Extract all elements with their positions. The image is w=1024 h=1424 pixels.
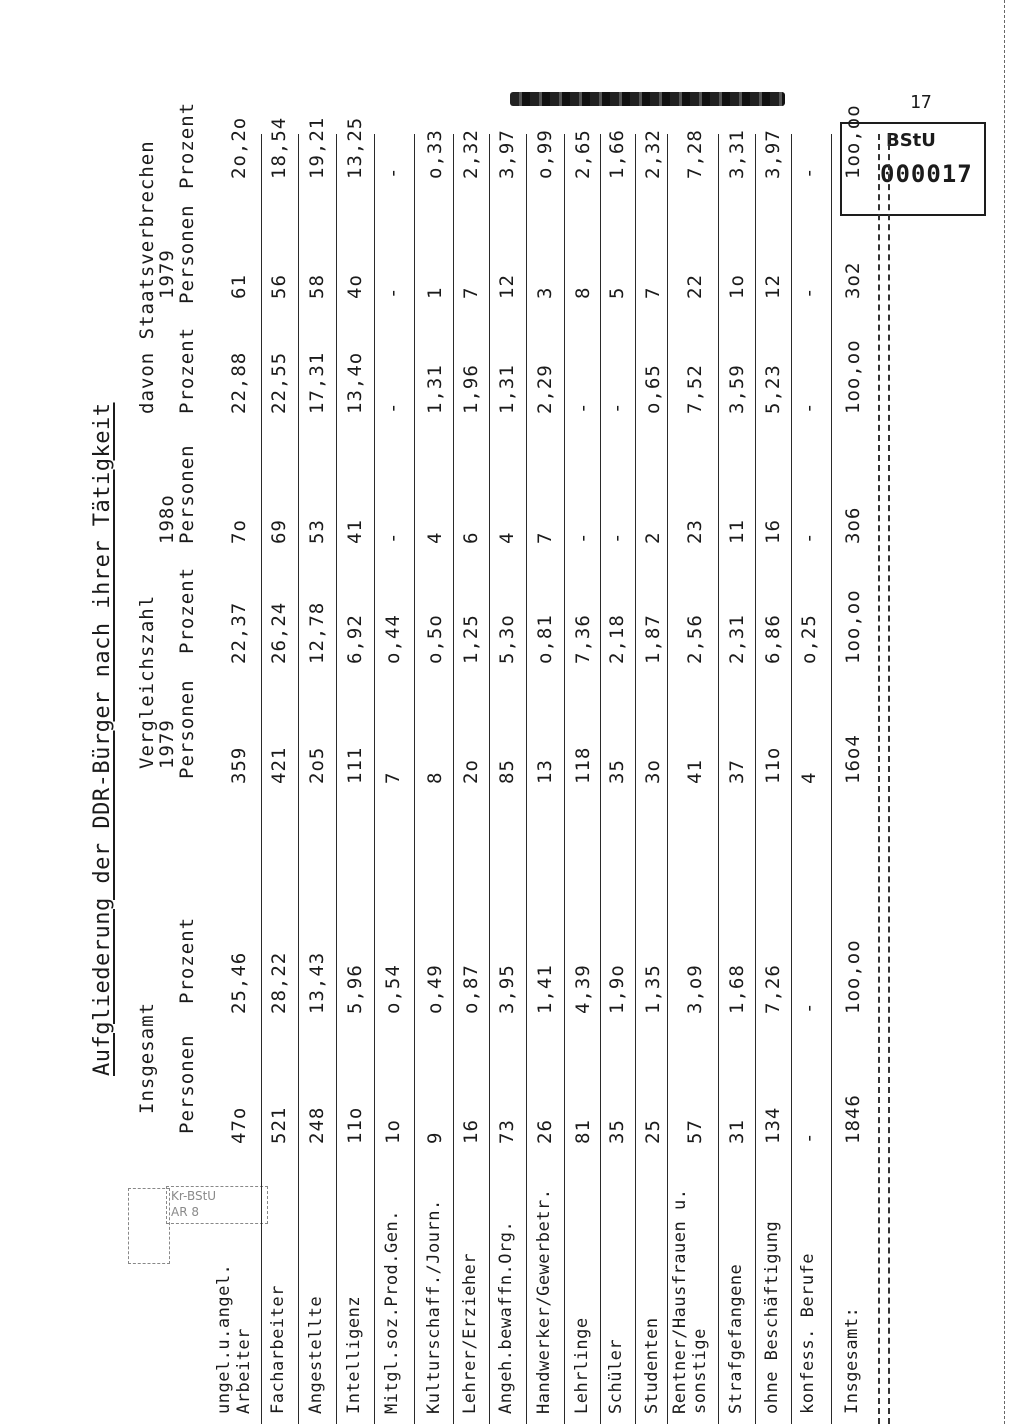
table-cell: 25 bbox=[642, 1119, 664, 1144]
table-cell: 35 bbox=[606, 1119, 628, 1144]
table-cell: 3,97 bbox=[762, 129, 784, 179]
table-cell: o,54 bbox=[382, 964, 404, 1014]
table-cell: 9 bbox=[424, 1131, 446, 1144]
table-cell: 22 bbox=[684, 274, 706, 299]
page-number: 17 bbox=[910, 92, 932, 113]
table-cell: 22,88 bbox=[228, 351, 250, 414]
header-vergleich-personen: Personen bbox=[176, 679, 198, 779]
header-davon-year-1979: 1979 bbox=[156, 249, 178, 299]
table-cell: 1846 bbox=[842, 1094, 864, 1144]
table-cell: 1,68 bbox=[726, 964, 748, 1014]
stamp-agency: BStU bbox=[886, 130, 936, 151]
row-divider bbox=[600, 134, 601, 1424]
header-davon-1979-personen: Personen bbox=[176, 204, 198, 304]
row-label: Angeh.bewaffn.Org. bbox=[496, 1220, 516, 1414]
table-cell: 1 bbox=[424, 286, 446, 299]
table-cell: 3,o9 bbox=[684, 964, 706, 1014]
table-cell: 22,55 bbox=[268, 351, 290, 414]
table-cell: 3,31 bbox=[726, 129, 748, 179]
table-cell: 4 bbox=[798, 771, 820, 784]
row-label: Lehrlinge bbox=[572, 1317, 592, 1414]
row-label: Facharbeiter bbox=[268, 1285, 288, 1414]
table-cell: - bbox=[798, 286, 820, 299]
table-cell: - bbox=[798, 1131, 820, 1144]
header-insgesamt-prozent: Prozent bbox=[176, 916, 198, 1004]
row-divider bbox=[791, 134, 792, 1424]
row-divider bbox=[718, 134, 719, 1424]
table-cell: o,49 bbox=[424, 964, 446, 1014]
table-cell: 6,92 bbox=[344, 614, 366, 664]
table-cell: 2o bbox=[460, 759, 482, 784]
table-cell: 1,25 bbox=[460, 614, 482, 664]
table-cell: 4 bbox=[496, 531, 518, 544]
table-cell: 1o bbox=[726, 274, 748, 299]
table-cell: 1,66 bbox=[606, 129, 628, 179]
table-cell: 13,4o bbox=[344, 351, 366, 414]
table-cell: 69 bbox=[268, 519, 290, 544]
row-divider bbox=[635, 134, 636, 1424]
table-cell: 1oo,oo bbox=[842, 339, 864, 414]
table-cell: 22,37 bbox=[228, 601, 250, 664]
table-cell: 35 bbox=[606, 759, 628, 784]
table-cell: - bbox=[606, 401, 628, 414]
table-cell: 6 bbox=[460, 531, 482, 544]
table-cell: 2,65 bbox=[572, 129, 594, 179]
table-cell: 7,28 bbox=[684, 129, 706, 179]
table-cell: 1oo,oo bbox=[842, 589, 864, 664]
dashed-rule-2 bbox=[888, 134, 890, 1424]
table-cell: 7,26 bbox=[762, 964, 784, 1014]
row-label: Studenten bbox=[642, 1317, 662, 1414]
table-cell: 248 bbox=[306, 1106, 328, 1144]
row-divider bbox=[755, 134, 756, 1424]
table-cell: 47o bbox=[228, 1106, 250, 1144]
row-label: Lehrer/Erzieher bbox=[460, 1252, 480, 1414]
table-cell: 3 bbox=[534, 286, 556, 299]
table-cell: 4,39 bbox=[572, 964, 594, 1014]
table-cell: 3,59 bbox=[726, 364, 748, 414]
table-cell: 2,31 bbox=[726, 614, 748, 664]
table-cell: 12 bbox=[762, 274, 784, 299]
row-divider bbox=[261, 134, 262, 1424]
table-cell: o,44 bbox=[382, 614, 404, 664]
header-vergleich-year: 1979 bbox=[156, 719, 178, 769]
row-label: Kulturschaff./Journ. bbox=[424, 1199, 444, 1414]
table-cell: 5 bbox=[606, 286, 628, 299]
row-divider bbox=[336, 134, 337, 1424]
row-label: ungel.u.angel. bbox=[214, 1263, 234, 1414]
table-cell: 17,31 bbox=[306, 351, 328, 414]
table-cell: o,81 bbox=[534, 614, 556, 664]
table-cell: 37 bbox=[726, 759, 748, 784]
header-insgesamt-personen: Personen bbox=[176, 1034, 198, 1134]
table-cell: 85 bbox=[496, 759, 518, 784]
table-cell: 1o bbox=[382, 1119, 404, 1144]
table-cell: - bbox=[382, 286, 404, 299]
row-label: Insgesamt: bbox=[842, 1306, 862, 1414]
table-cell: 11 bbox=[726, 519, 748, 544]
table-cell: 2,18 bbox=[606, 614, 628, 664]
table-cell: 8 bbox=[424, 771, 446, 784]
row-label: konfess. Berufe bbox=[798, 1252, 818, 1414]
table-cell: o,33 bbox=[424, 129, 446, 179]
table-cell: - bbox=[798, 166, 820, 179]
table-cell: o,65 bbox=[642, 364, 664, 414]
table-cell: 61 bbox=[228, 274, 250, 299]
header-davon-1980-prozent: Prozent bbox=[176, 326, 198, 414]
table-cell: 118 bbox=[572, 746, 594, 784]
row-label-continued: sonstige bbox=[690, 1328, 710, 1414]
table-cell: 12,78 bbox=[306, 601, 328, 664]
table-cell: 13,43 bbox=[306, 951, 328, 1014]
table-cell: 7,52 bbox=[684, 364, 706, 414]
table-cell: - bbox=[572, 401, 594, 414]
table-cell: 16 bbox=[762, 519, 784, 544]
table-cell: 1,35 bbox=[642, 964, 664, 1014]
header-davon-1979-prozent: Prozent bbox=[176, 101, 198, 189]
table-cell: 4o bbox=[344, 274, 366, 299]
table-cell: 5,3o bbox=[496, 614, 518, 664]
table-cell: - bbox=[382, 166, 404, 179]
row-divider bbox=[374, 134, 375, 1424]
row-divider bbox=[414, 134, 415, 1424]
table-cell: 57 bbox=[684, 1119, 706, 1144]
header-davon-year-1980: 198o bbox=[156, 494, 178, 544]
table-cell: - bbox=[798, 1001, 820, 1014]
table-cell: 3,97 bbox=[496, 129, 518, 179]
table-cell: 41 bbox=[344, 519, 366, 544]
table-cell: 134 bbox=[762, 1106, 784, 1144]
row-divider bbox=[526, 134, 527, 1424]
table-cell: 6,86 bbox=[762, 614, 784, 664]
table-cell: 13,25 bbox=[344, 116, 366, 179]
header-davon-1980-personen: Personen bbox=[176, 444, 198, 544]
table-cell: 4 bbox=[424, 531, 446, 544]
table-cell: 2o5 bbox=[306, 746, 328, 784]
table-cell: - bbox=[382, 531, 404, 544]
table-cell: 2,32 bbox=[460, 129, 482, 179]
header-davon: davon Staatsverbrechen bbox=[136, 140, 158, 414]
row-label: Mitgl.soz.Prod.Gen. bbox=[382, 1210, 402, 1414]
table-cell: 521 bbox=[268, 1106, 290, 1144]
table-cell: - bbox=[798, 401, 820, 414]
table-cell: 3,95 bbox=[496, 964, 518, 1014]
table-cell: 7,36 bbox=[572, 614, 594, 664]
table-cell: 23 bbox=[684, 519, 706, 544]
table-cell: 19,21 bbox=[306, 116, 328, 179]
table-cell: 3o6 bbox=[842, 506, 864, 544]
row-divider bbox=[489, 134, 490, 1424]
table-cell: - bbox=[572, 531, 594, 544]
table-cell: 73 bbox=[496, 1119, 518, 1144]
table-cell: 13 bbox=[534, 759, 556, 784]
table-cell: 7o bbox=[228, 519, 250, 544]
table-cell: 26 bbox=[534, 1119, 556, 1144]
table-cell: - bbox=[798, 531, 820, 544]
table-cell: 2,29 bbox=[534, 364, 556, 414]
row-divider bbox=[564, 134, 565, 1424]
table-cell: 26,24 bbox=[268, 601, 290, 664]
table-cell: 1,87 bbox=[642, 614, 664, 664]
row-divider bbox=[453, 134, 454, 1424]
row-label: Intelligenz bbox=[344, 1295, 364, 1414]
table-cell: 1oo,oo bbox=[842, 939, 864, 1014]
table-cell: 5,96 bbox=[344, 964, 366, 1014]
table-cell: 111 bbox=[344, 746, 366, 784]
table-cell: 7 bbox=[534, 531, 556, 544]
table-cell: 2,56 bbox=[684, 614, 706, 664]
table-cell: 1,9o bbox=[606, 964, 628, 1014]
table-cell: o,87 bbox=[460, 964, 482, 1014]
table-cell: 16o4 bbox=[842, 734, 864, 784]
left-dashed-rule bbox=[1004, 0, 1005, 1424]
table-cell: 7 bbox=[382, 771, 404, 784]
row-label: Rentner/Hausfrauen u. bbox=[670, 1188, 690, 1414]
table-cell: 16 bbox=[460, 1119, 482, 1144]
table-cell: 7 bbox=[460, 286, 482, 299]
table-cell: - bbox=[606, 531, 628, 544]
table-cell: 1oo,oo bbox=[842, 104, 864, 179]
archive-stamp-line2: AR 8 bbox=[171, 1205, 199, 1219]
table-cell: o,99 bbox=[534, 129, 556, 179]
table-cell: 41 bbox=[684, 759, 706, 784]
table-cell: 2 bbox=[642, 531, 664, 544]
table-cell: 81 bbox=[572, 1119, 594, 1144]
table-cell: 421 bbox=[268, 746, 290, 784]
table-cell: 58 bbox=[306, 274, 328, 299]
table-cell: 56 bbox=[268, 274, 290, 299]
table-cell: 11o bbox=[762, 746, 784, 784]
row-label-continued: Arbeiter bbox=[234, 1328, 254, 1414]
table-cell: 1,96 bbox=[460, 364, 482, 414]
header-vergleichszahl: Vergleichszahl bbox=[136, 594, 158, 769]
table-cell: 3o bbox=[642, 759, 664, 784]
table-cell: 2o,2o bbox=[228, 116, 250, 179]
table-cell: 3o2 bbox=[842, 261, 864, 299]
document-title: Aufgliederung der DDR-Bürger nach ihrer Tätigkeit bbox=[90, 402, 115, 1076]
table-cell: 11o bbox=[344, 1106, 366, 1144]
row-divider bbox=[298, 134, 299, 1424]
table-cell: 25,46 bbox=[228, 951, 250, 1014]
table-cell: o,5o bbox=[424, 614, 446, 664]
row-label: Strafgefangene bbox=[726, 1263, 746, 1414]
table-cell: 7 bbox=[642, 286, 664, 299]
table-cell: 2,32 bbox=[642, 129, 664, 179]
table-cell: 359 bbox=[228, 746, 250, 784]
row-label: Angestellte bbox=[306, 1295, 326, 1414]
table-cell: 28,22 bbox=[268, 951, 290, 1014]
row-divider bbox=[667, 134, 668, 1424]
table-cell: 1,41 bbox=[534, 964, 556, 1014]
row-label: ohne Beschäftigung bbox=[762, 1220, 782, 1414]
table-cell: 1,31 bbox=[424, 364, 446, 414]
table-cell: o,25 bbox=[798, 614, 820, 664]
row-label: Handwerker/Gewerbetr. bbox=[534, 1188, 554, 1414]
table-cell: 1,31 bbox=[496, 364, 518, 414]
row-divider bbox=[831, 134, 832, 1424]
table-cell: - bbox=[382, 401, 404, 414]
table-cell: 5,23 bbox=[762, 364, 784, 414]
table-cell: 8 bbox=[572, 286, 594, 299]
header-insgesamt: Insgesamt bbox=[136, 1002, 158, 1114]
table-cell: 18,54 bbox=[268, 116, 290, 179]
row-label: Schüler bbox=[606, 1338, 626, 1414]
header-vergleich-prozent: Prozent bbox=[176, 566, 198, 654]
stamp-id: 000017 bbox=[880, 160, 973, 188]
table-cell: 31 bbox=[726, 1119, 748, 1144]
archive-stamp-line1: Kr-BStU bbox=[171, 1189, 217, 1203]
dashed-rule bbox=[878, 134, 880, 1424]
table-cell: 53 bbox=[306, 519, 328, 544]
table-cell: 12 bbox=[496, 274, 518, 299]
